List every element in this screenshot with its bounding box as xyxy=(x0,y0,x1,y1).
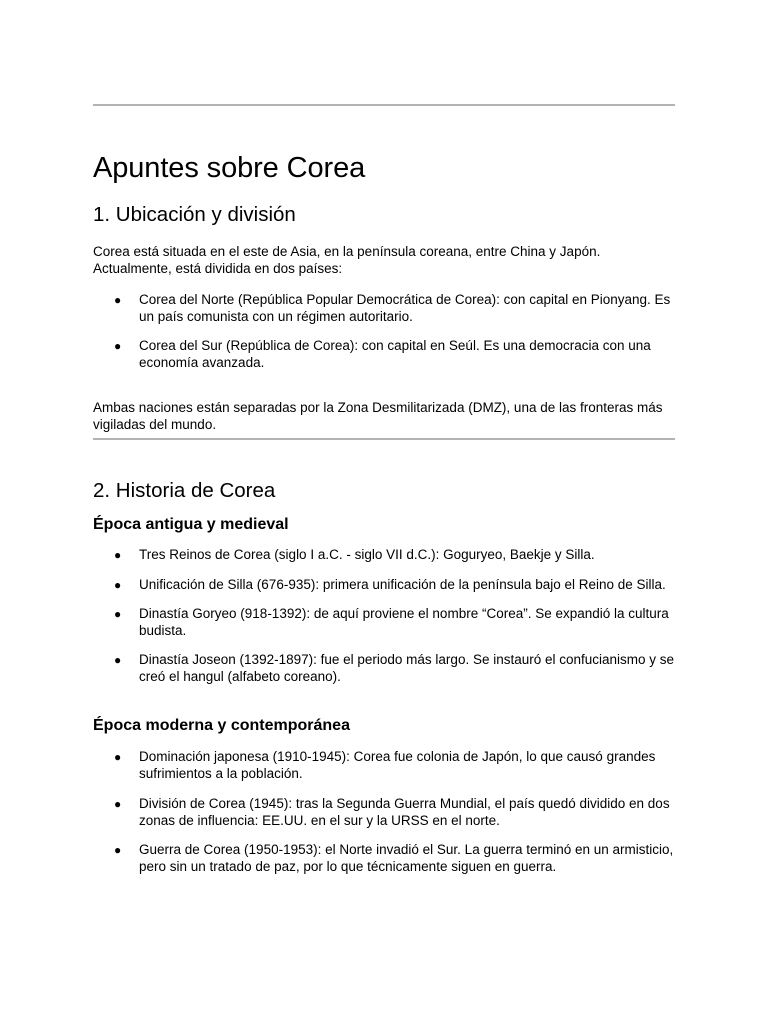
horizontal-rule-top xyxy=(93,104,675,106)
section1-country-list xyxy=(93,292,675,371)
list-item-text: Dinastía Joseon (1392-1897): fue el periodo más largo. Se instauró el confucianismo y se creó el hangul (alfabeto coreano). xyxy=(139,652,675,684)
section1-closing-paragraph: Ambas naciones están separadas por la Zona Desmilitarizada (DMZ), una de las fronteras más vigiladas del mundo. xyxy=(93,400,663,432)
document-page xyxy=(93,0,675,875)
bullet-icon: ● xyxy=(114,577,122,592)
bullet-icon: ● xyxy=(114,293,122,307)
bullet-icon: ● xyxy=(114,750,122,764)
list-item xyxy=(93,606,675,639)
list-item-text: Corea del Norte (República Popular Democrática de Corea): con capital en Pionyang. Es un país comunista con un régimen autoritario. xyxy=(139,292,671,324)
list-item xyxy=(93,292,675,325)
subsection-heading-moderna: Época moderna y contemporánea xyxy=(93,717,350,734)
list-item xyxy=(93,652,675,685)
subsection-heading-antigua: Época antigua y medieval xyxy=(93,516,289,533)
bullet-icon: ● xyxy=(114,548,122,562)
section-heading-ubicacion: 1. Ubicación y división xyxy=(93,203,296,226)
list-item xyxy=(93,577,675,594)
bullet-icon: ● xyxy=(114,843,122,857)
horizontal-rule-middle xyxy=(93,438,675,440)
list-item-text: Corea del Sur (República de Corea): con capital en Seúl. Es una democracia con una economía avanzada. xyxy=(139,338,651,370)
list-item-text: División de Corea (1945): tras la Segunda Guerra Mundial, el país quedó dividido en dos zonas de influencia: EE.UU. en el sur y la URSS en el norte. xyxy=(139,796,670,828)
history-ancient-list xyxy=(93,547,675,685)
list-item-text: Dinastía Goryeo (918-1392): de aquí proviene el nombre “Corea”. Se expandió la cultura budista. xyxy=(139,606,669,638)
bullet-icon: ● xyxy=(114,797,122,811)
list-item xyxy=(93,547,675,564)
bullet-icon: ● xyxy=(114,339,122,353)
document-title: Apuntes sobre Corea xyxy=(93,152,366,184)
list-item xyxy=(93,796,675,829)
list-item xyxy=(93,338,675,371)
list-item-text: Guerra de Corea (1950-1953): el Norte invadió el Sur. La guerra terminó en un armisticio, pero sin un tratado de paz, por lo que técnicamente siguen en guerra. xyxy=(139,842,674,874)
bullet-icon: ● xyxy=(114,653,122,667)
history-modern-list xyxy=(93,749,675,875)
section-heading-historia: 2. Historia de Corea xyxy=(93,479,276,502)
bullet-icon: ● xyxy=(114,607,122,621)
list-item-text: Tres Reinos de Corea (siglo I a.C. - siglo VII d.C.): Goguryeo, Baekje y Silla. xyxy=(139,547,595,562)
section1-intro-paragraph: Corea está situada en el este de Asia, en la península coreana, entre China y Japón. Actualmente, está dividida en dos países: xyxy=(93,244,601,276)
list-item xyxy=(93,842,675,875)
list-item-text: Dominación japonesa (1910-1945): Corea fue colonia de Japón, lo que causó grandes sufrimientos a la población. xyxy=(139,749,656,781)
list-item-text: Unificación de Silla (676-935): primera unificación de la península bajo el Reino de Silla. xyxy=(139,576,666,592)
list-item xyxy=(93,749,675,782)
